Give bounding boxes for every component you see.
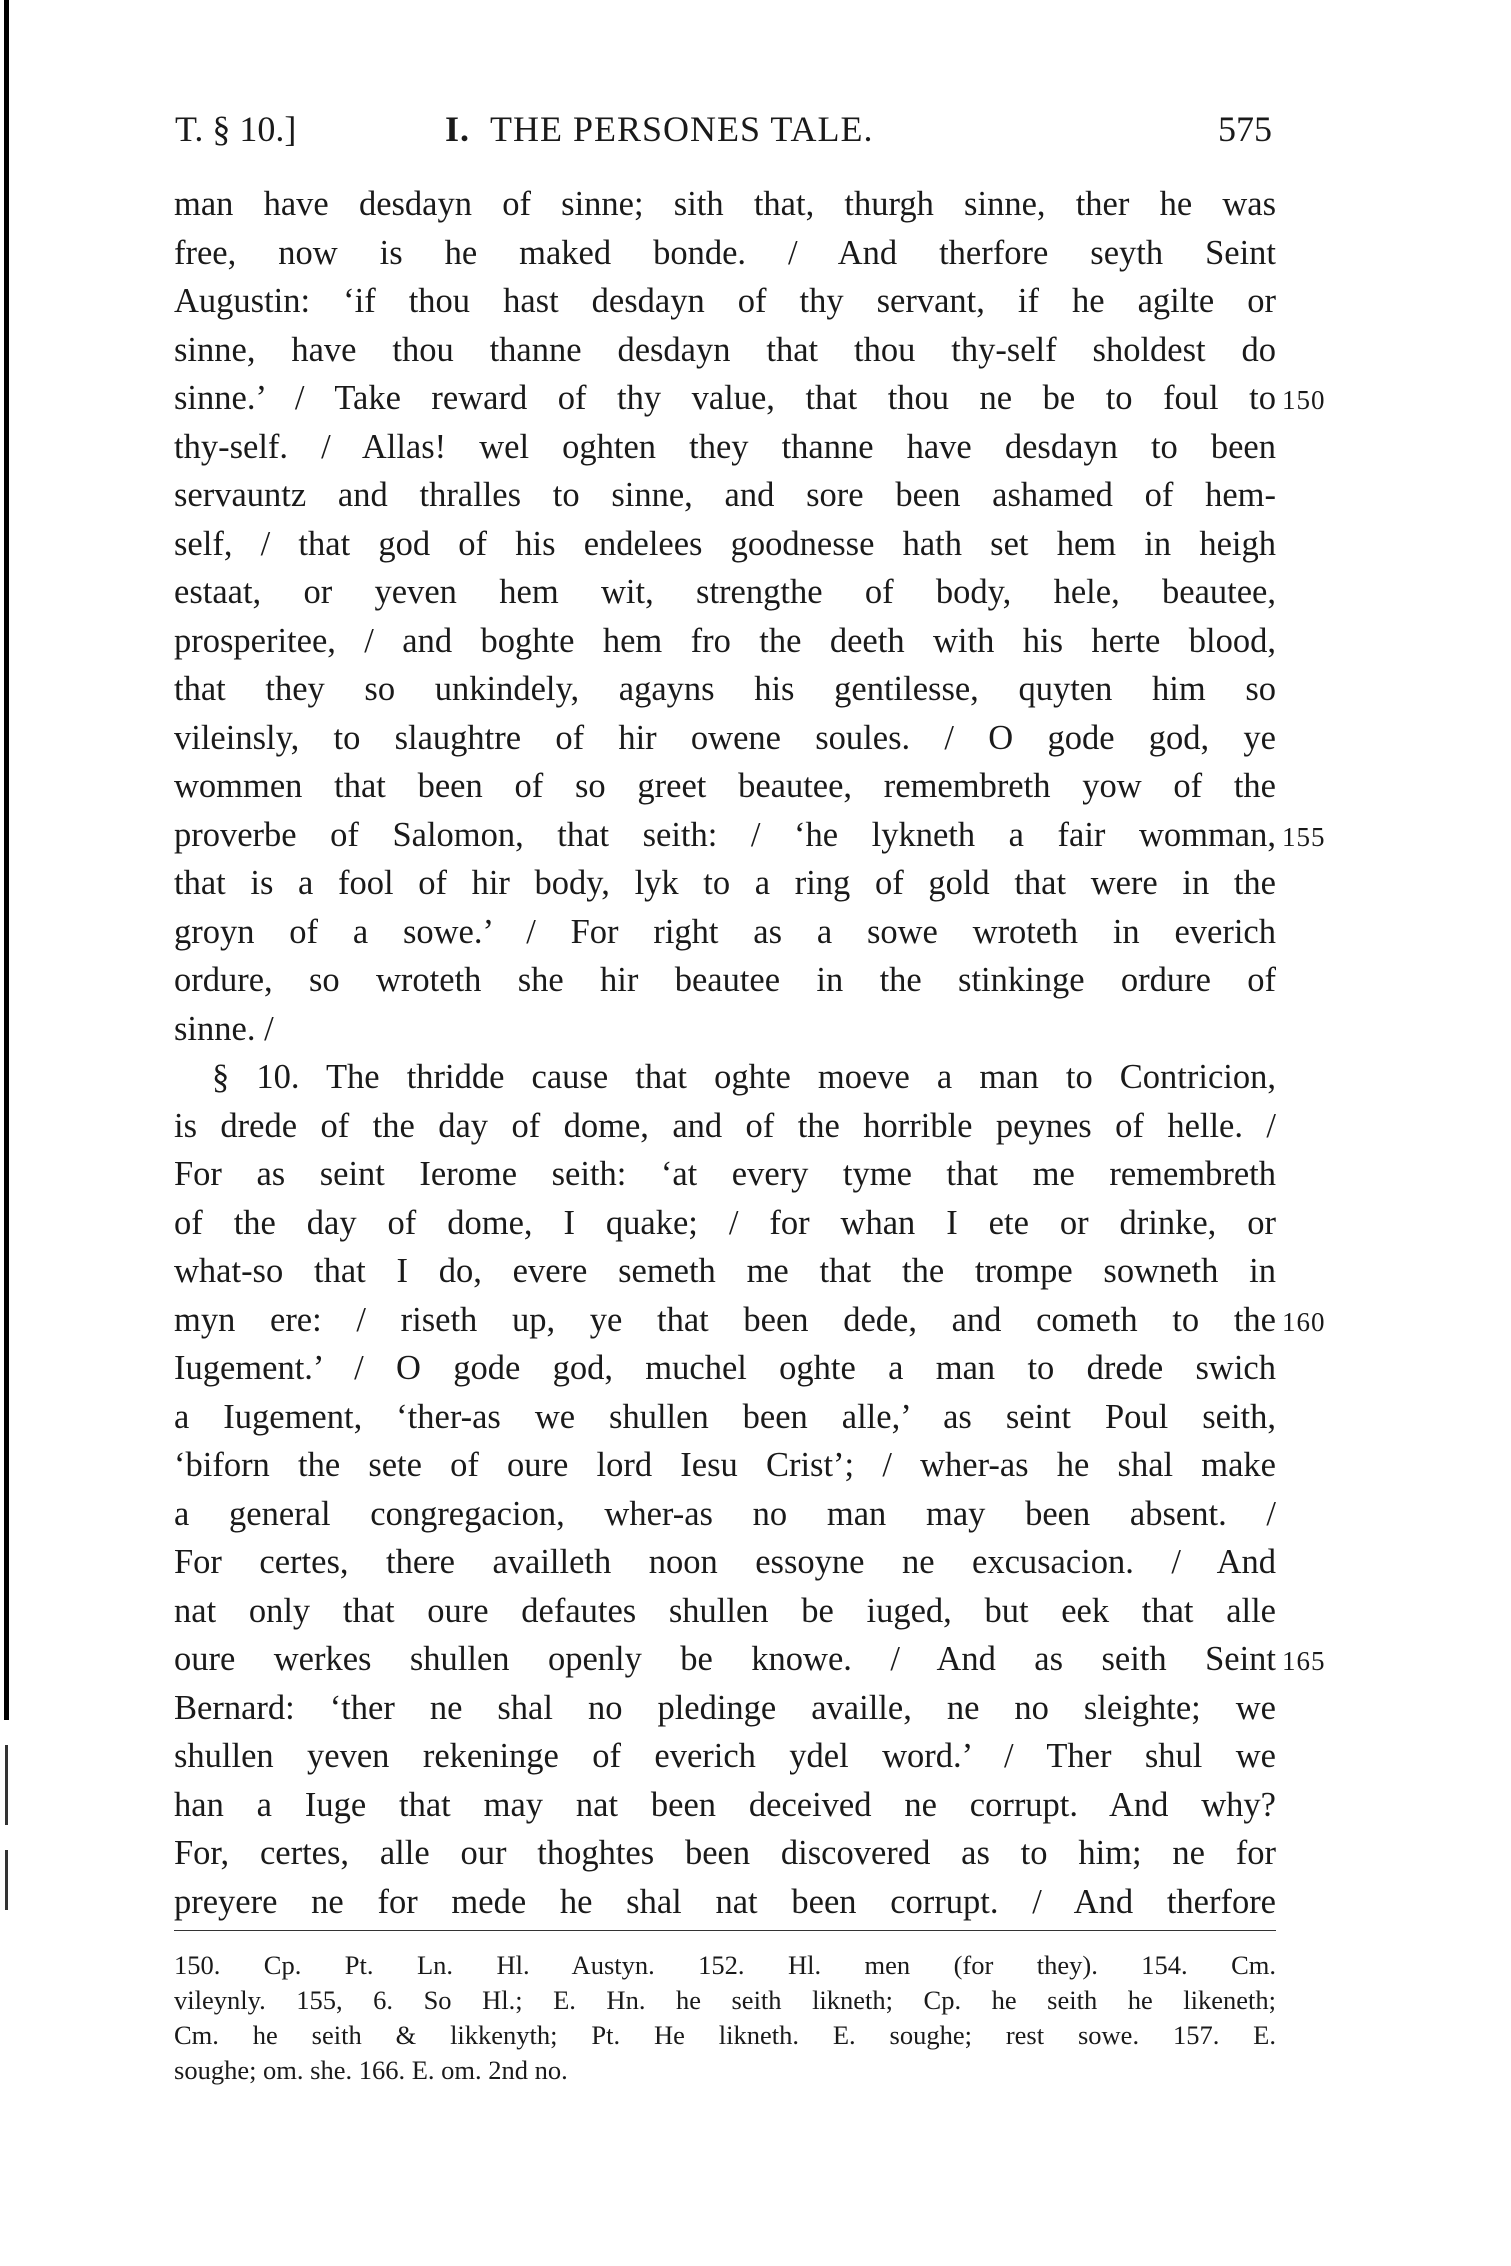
- line-text: estaat, or yeven hem wit, strengthe of body, hele, beautee,: [174, 573, 1276, 611]
- text-line: [174, 908, 1276, 957]
- line-text: proverbe of Salomon, that seith: / ‘he lykneth a fair womman,: [174, 815, 1276, 854]
- line-number: 165: [1282, 1646, 1326, 1676]
- footnote-rule: [174, 1930, 1276, 1931]
- footnote-line: Cm. he seith & likkenyth; Pt. He likneth. E. soughe; rest sowe. 157. E.: [174, 2020, 1276, 2050]
- line-text: sinne, have thou thanne desdayn that thou thy-self sholdest do: [174, 330, 1276, 369]
- line-text: self, / that god of his endelees goodnesse hath set hem in heigh: [174, 524, 1276, 563]
- text-line: [174, 277, 1276, 326]
- line-text: Iugement.’ / O gode god, muchel oghte a man to drede swich: [174, 1349, 1276, 1387]
- text-line: [174, 1199, 1276, 1248]
- line-text: vileinsly, to slaughtre of hir owene soules. / O gode god, ye: [174, 718, 1276, 757]
- line-text: servauntz and thralles to sinne, and sore been ashamed of hem-: [174, 476, 1276, 514]
- text-line: [174, 326, 1276, 375]
- line-text: sinne.’ / Take reward of thy value, that thou ne be to foul to: [174, 379, 1276, 417]
- page-number: 575: [1218, 109, 1272, 149]
- line-text: thy-self. / Allas! wel oghten they thanne have desdayn to been: [174, 427, 1276, 466]
- text-line: [174, 471, 1276, 520]
- line-text: that is a fool of hir body, lyk to a ring of gold that were in the: [174, 864, 1276, 902]
- line-text: oure werkes shullen openly be knowe. / And as seith Seint: [174, 1640, 1276, 1678]
- text-line: [174, 1441, 1276, 1490]
- part-number: I.: [445, 109, 471, 149]
- text-line: [174, 1829, 1276, 1878]
- line-text: § 10. The thridde cause that oghte moeve a man to Contricion,: [212, 1058, 1276, 1096]
- line-text: groyn of a sowe.’ / For right as a sowe wroteth in everich: [174, 912, 1276, 951]
- text-line: [174, 180, 1276, 229]
- text-line: [174, 229, 1276, 278]
- text-line: [174, 956, 1276, 1005]
- text-line: [174, 520, 1276, 569]
- line-text: preyere ne for mede he shal nat been corrupt. / And therfore: [174, 1882, 1276, 1921]
- line-text: For certes, there availleth noon essoyne ne excusacion. / And: [174, 1543, 1276, 1581]
- line-text: a general congregacion, wher-as no man may been absent. /: [174, 1494, 1276, 1533]
- text-line: [174, 859, 1276, 908]
- line-text: of the day of dome, I quake; / for whan I ete or drinke, or: [174, 1203, 1276, 1242]
- line-text: wommen that been of so greet beautee, remembreth yow of the: [174, 767, 1276, 805]
- text-line: [174, 1878, 1276, 1927]
- line-text: man have desdayn of sinne; sith that, thurgh sinne, ther he was: [174, 185, 1276, 223]
- main-text: [174, 180, 1326, 1926]
- line-text: For as seint Ierome seith: ‘at every tyme that me remembreth: [174, 1155, 1276, 1193]
- line-number: 160: [1282, 1306, 1326, 1337]
- text-line: [174, 1635, 1326, 1684]
- text-line: [174, 1247, 1276, 1296]
- text-line: [174, 1102, 1276, 1151]
- line-text: sinne. /: [174, 1009, 274, 1048]
- text-line: [174, 811, 1326, 860]
- line-text: ordure, so wroteth she hir beautee in the stinkinge ordure of: [174, 961, 1276, 999]
- line-text: free, now is he maked bonde. / And therfore seyth Seint: [174, 233, 1276, 272]
- line-text: myn ere: / riseth up, ye that been dede, and cometh to the: [174, 1300, 1276, 1339]
- footnote-line: vileynly. 155, 6. So Hl.; E. Hn. he seith likneth; Cp. he seith he likeneth;: [174, 1985, 1276, 2015]
- text-line: [174, 423, 1276, 472]
- line-number: 150: [1282, 385, 1326, 415]
- text-line: [174, 762, 1276, 811]
- line-text: nat only that oure defautes shullen be iuged, but eek that alle: [174, 1591, 1276, 1630]
- text-line: [174, 1587, 1276, 1636]
- line-text: prosperitee, / and boghte hem fro the deeth with his herte blood,: [174, 621, 1276, 660]
- text-line: [174, 1393, 1276, 1442]
- line-text: that they so unkindely, agayns his gentilesse, quyten him so: [174, 670, 1276, 708]
- text-line: [174, 1781, 1276, 1830]
- footnote-line: 150. Cp. Pt. Ln. Hl. Austyn. 152. Hl. men (for they). 154. Cm.: [174, 1950, 1276, 1980]
- line-text: han a Iuge that may nat been deceived ne corrupt. And why?: [174, 1785, 1276, 1824]
- line-text: a Iugement, ‘ther-as we shullen been alle,’ as seint Poul seith,: [174, 1397, 1276, 1436]
- binding-edge: [0, 0, 14, 2266]
- page-title: [445, 108, 873, 150]
- text-line: [174, 1296, 1326, 1345]
- text-line: [174, 1150, 1276, 1199]
- text-line: [174, 1732, 1276, 1781]
- section-reference: T. § 10.]: [175, 109, 297, 149]
- text-line: [174, 665, 1276, 714]
- text-line: [174, 1053, 1276, 1102]
- text-line: [174, 1344, 1276, 1393]
- footnote-line: soughe; om. she. 166. E. om. 2nd no.: [174, 2055, 568, 2085]
- line-text: For, certes, alle our thoghtes been discovered as to him; ne for: [174, 1834, 1276, 1872]
- text-line: [174, 1538, 1276, 1587]
- line-text: ‘biforn the sete of oure lord Iesu Crist’; / wher-as he shal make: [174, 1446, 1276, 1484]
- text-line: [174, 568, 1276, 617]
- text-line: [174, 1490, 1276, 1539]
- footnotes: [174, 1948, 1276, 2088]
- tale-title: THE PERSONES TALE.: [490, 109, 874, 149]
- text-line: [174, 617, 1276, 666]
- running-header: [175, 108, 1272, 156]
- line-text: shullen yeven rekeninge of everich ydel word.’ / Ther shul we: [174, 1737, 1276, 1775]
- line-number: 155: [1282, 821, 1326, 852]
- text-line: [174, 1005, 1276, 1054]
- line-text: Bernard: ‘ther ne shal no pledinge availle, ne no sleighte; we: [174, 1688, 1276, 1727]
- line-text: is drede of the day of dome, and of the horrible peynes of helle. /: [174, 1106, 1276, 1145]
- line-text: Augustin: ‘if thou hast desdayn of thy servant, if he agilte or: [174, 282, 1276, 320]
- line-text: what-so that I do, evere semeth me that the trompe sowneth in: [174, 1252, 1276, 1290]
- text-line: [174, 374, 1326, 423]
- text-line: [174, 1684, 1276, 1733]
- text-line: [174, 714, 1276, 763]
